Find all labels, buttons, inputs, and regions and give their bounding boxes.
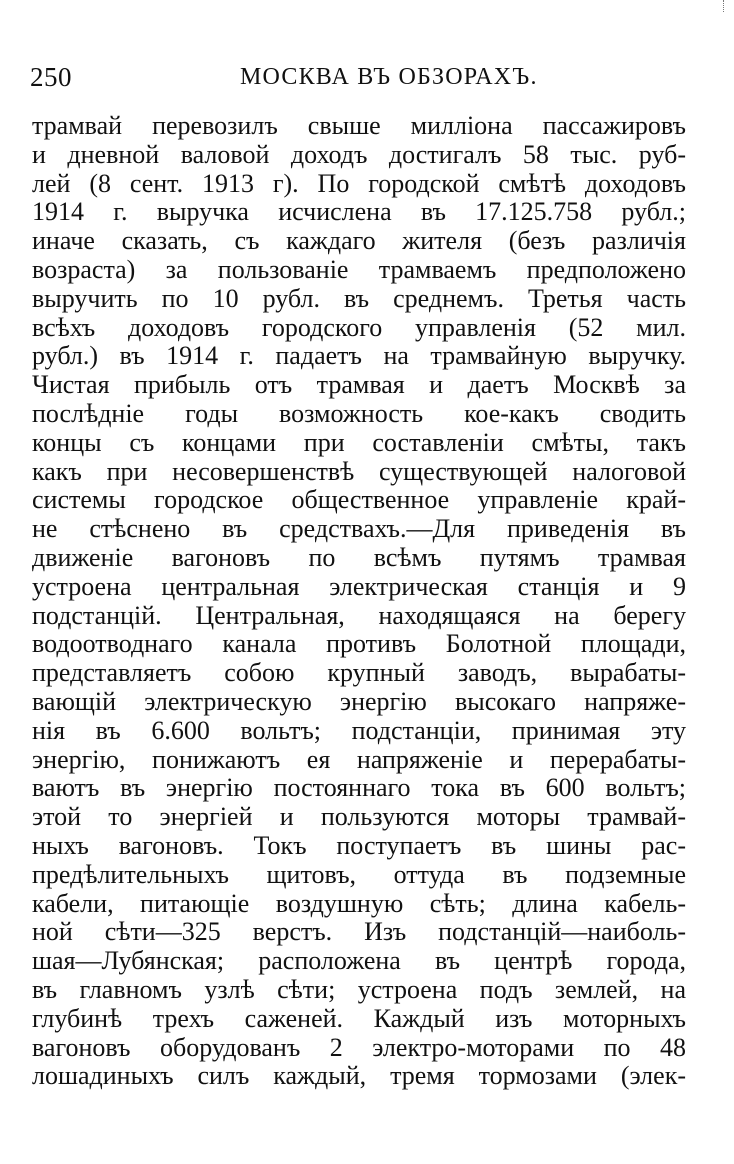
text-line: трамвай перевозилъ свыше милліона пассажировъ xyxy=(32,111,686,140)
text-line: 1914 г. выручка исчислена въ 17.125.758 рубл.; xyxy=(32,197,686,227)
running-title: МОСКВА ВЪ ОБЗОРАХЪ. xyxy=(240,64,538,90)
text-line: устроена центральная электрическая станція и 9 xyxy=(32,571,686,601)
text-line: ной сѣти—325 верстъ. Изъ подстанцій—наиболь- xyxy=(32,917,686,947)
text-line: лей (8 сент. 1913 г). По городской смѣтѣ доходовъ xyxy=(32,168,686,198)
text-line: вагоновъ оборудованъ 2 электро-моторами по 48 xyxy=(32,1032,686,1062)
text-line: шая—Лубянская; расположена въ центрѣ города, xyxy=(32,946,686,976)
text-line: нія въ 6.600 вольтъ; подстанціи, принимая эту xyxy=(32,715,686,745)
body-text xyxy=(32,112,686,1091)
text-line: концы съ концами при составленіи смѣты, такъ xyxy=(32,427,686,457)
text-line: въ главномъ узлѣ сѣти; устроена подъ землей, на xyxy=(32,974,686,1004)
text-line: движеніе вагоновъ по всѣмъ путямъ трамвая xyxy=(32,542,686,572)
text-line: ваютъ въ энергію постояннаго тока въ 600 вольтъ; xyxy=(32,773,686,803)
scan-edge-mark xyxy=(723,0,726,12)
text-line: системы городское общественное управленіе край- xyxy=(32,485,686,515)
text-line: водоотводнаго канала противъ Болотной площади, xyxy=(32,629,686,659)
text-line: глубинѣ трехъ саженей. Каждый изъ моторныхъ xyxy=(32,1003,686,1033)
text-line: и дневной валовой доходъ достигалъ 58 тыс. руб- xyxy=(32,139,686,169)
text-line: иначе сказать, съ каждаго жителя (безъ различія xyxy=(32,226,686,256)
text-line: ныхъ вагоновъ. Токъ поступаетъ въ шины рас- xyxy=(32,830,686,860)
text-line: послѣдніе годы возможность кое-какъ сводить xyxy=(32,398,686,428)
text-line: какъ при несовершенствѣ существующей налоговой xyxy=(32,456,686,486)
text-line: представляетъ собою крупный заводъ, вырабаты- xyxy=(32,658,686,688)
text-line: кабели, питающіе воздушную сѣть; длина кабель- xyxy=(32,888,686,918)
text-line: этой то энергіей и пользуются моторы трамвай- xyxy=(32,802,686,832)
text-line: подстанцій. Центральная, находящаяся на берегу xyxy=(32,600,686,630)
text-line: возраста) за пользованіе трамваемъ предположено xyxy=(32,254,686,284)
text-line: предѣлительныхъ щитовъ, оттуда въ подземные xyxy=(32,859,686,889)
text-line: выручить по 10 рубл. въ среднемъ. Третья часть xyxy=(32,283,686,313)
text-line: вающій электрическую энергію высокаго напряже- xyxy=(32,686,686,716)
page-number: 250 xyxy=(30,62,72,92)
text-line: Чистая прибыль отъ трамвая и даетъ Москвѣ за xyxy=(32,370,686,400)
text-line: не стѣснено въ средствахъ.—Для приведенія въ xyxy=(32,514,686,544)
text-line: всѣхъ доходовъ городского управленія (52 мил. xyxy=(32,312,686,342)
text-line: энергію, понижаютъ ея напряженіе и перерабаты- xyxy=(32,744,686,774)
page-header xyxy=(30,62,690,102)
text-line: рубл.) въ 1914 г. падаетъ на трамвайную выручку. xyxy=(32,341,686,371)
text-line: лошадиныхъ силъ каждый, тремя тормозами (элек- xyxy=(32,1061,686,1091)
